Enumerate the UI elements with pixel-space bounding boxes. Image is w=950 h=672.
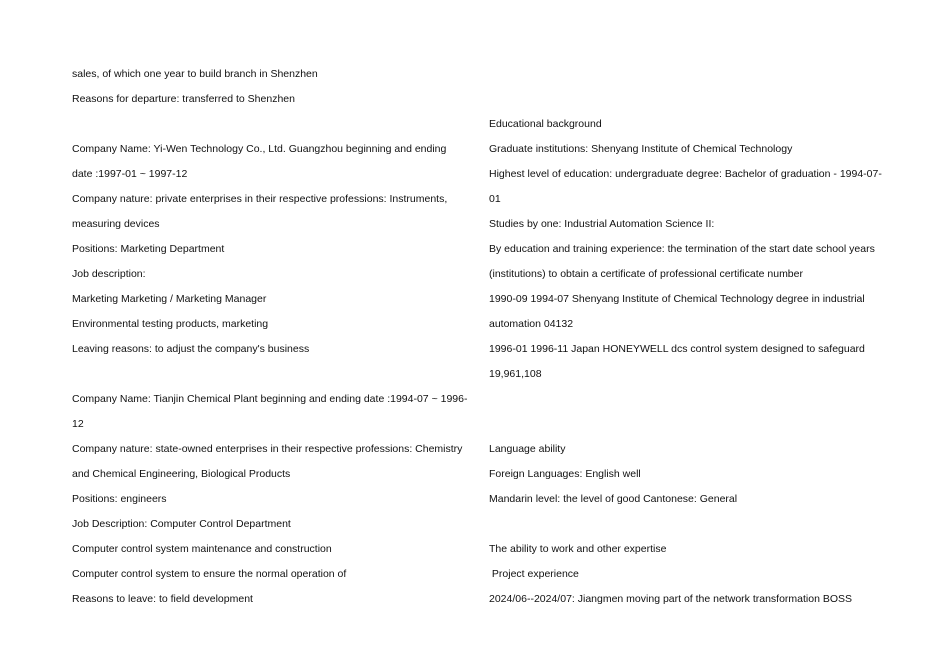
- text-line: Company nature: private enterprises in their respective professions: Instruments,: [72, 193, 448, 205]
- text-line: date :1997-01 ~ 1997-12: [72, 168, 188, 180]
- text-line: Positions: Marketing Department: [72, 243, 225, 255]
- text-line: Mandarin level: the level of good Cantonese: General: [489, 493, 738, 505]
- text-line: Job Description: Computer Control Department: [72, 518, 291, 530]
- text-line: Reasons to leave: to field development: [72, 593, 253, 605]
- text-line: Foreign Languages: English well: [489, 468, 641, 480]
- text-line: Positions: engineers: [72, 493, 167, 505]
- text-line: Studies by one: Industrial Automation Science II:: [489, 218, 715, 230]
- spacer: [72, 362, 457, 387]
- text-line: Highest level of education: undergraduate degree: Bachelor of graduation - 1994-07-: [489, 168, 882, 180]
- text-line: measuring devices: [72, 218, 160, 230]
- text-line: Company nature: state-owned enterprises in their respective professions: Chemistry: [72, 443, 463, 455]
- text-line: Graduate institutions: Shenyang Institute of Chemical Technology: [489, 143, 793, 155]
- text-line: By education and training experience: the termination of the start date school years: [489, 243, 875, 255]
- text-line: Environmental testing products, marketing: [72, 318, 269, 330]
- text-line: Computer control system maintenance and construction: [72, 543, 332, 555]
- text-line: 1996-01 1996-11 Japan HONEYWELL dcs control system designed to safeguard: [489, 343, 865, 355]
- spacer: [489, 412, 879, 437]
- spacer: [489, 62, 879, 87]
- text-line: Company Name: Tianjin Chemical Plant beginning and ending date :1994-07 ~ 1996-: [72, 393, 468, 405]
- text-line: Reasons for departure: transferred to Shenzhen: [72, 93, 295, 105]
- right-column: [489, 62, 882, 612]
- text-line: 1990-09 1994-07 Shenyang Institute of Chemical Technology degree in industrial: [489, 293, 865, 305]
- section-heading: Educational background: [489, 118, 602, 130]
- text-line: 19,961,108: [489, 368, 542, 380]
- text-line: Leaving reasons: to adjust the company's business: [72, 343, 310, 355]
- left-column: [72, 62, 468, 612]
- text-line: Project experience: [489, 568, 579, 580]
- spacer: [489, 87, 879, 112]
- text-line: Company Name: Yi-Wen Technology Co., Ltd. Guangzhou beginning and ending: [72, 143, 447, 155]
- text-line: 01: [489, 193, 501, 205]
- text-line: Job description:: [72, 268, 146, 280]
- text-line: 12: [72, 418, 84, 430]
- spacer: [72, 112, 457, 137]
- section-heading: The ability to work and other expertise: [489, 543, 667, 555]
- spacer: [489, 512, 879, 537]
- text-line: Computer control system to ensure the normal operation of: [72, 568, 347, 580]
- text-line: and Chemical Engineering, Biological Products: [72, 468, 291, 480]
- text-line: (institutions) to obtain a certificate of professional certificate number: [489, 268, 803, 280]
- text-line: 2024/06--2024/07: Jiangmen moving part of the network transformation BOSS: [489, 593, 853, 605]
- text-line: Marketing Marketing / Marketing Manager: [72, 293, 267, 305]
- text-line: automation 04132: [489, 318, 574, 330]
- text-line: sales, of which one year to build branch in Shenzhen: [72, 68, 318, 80]
- section-heading: Language ability: [489, 443, 566, 455]
- spacer: [489, 387, 879, 412]
